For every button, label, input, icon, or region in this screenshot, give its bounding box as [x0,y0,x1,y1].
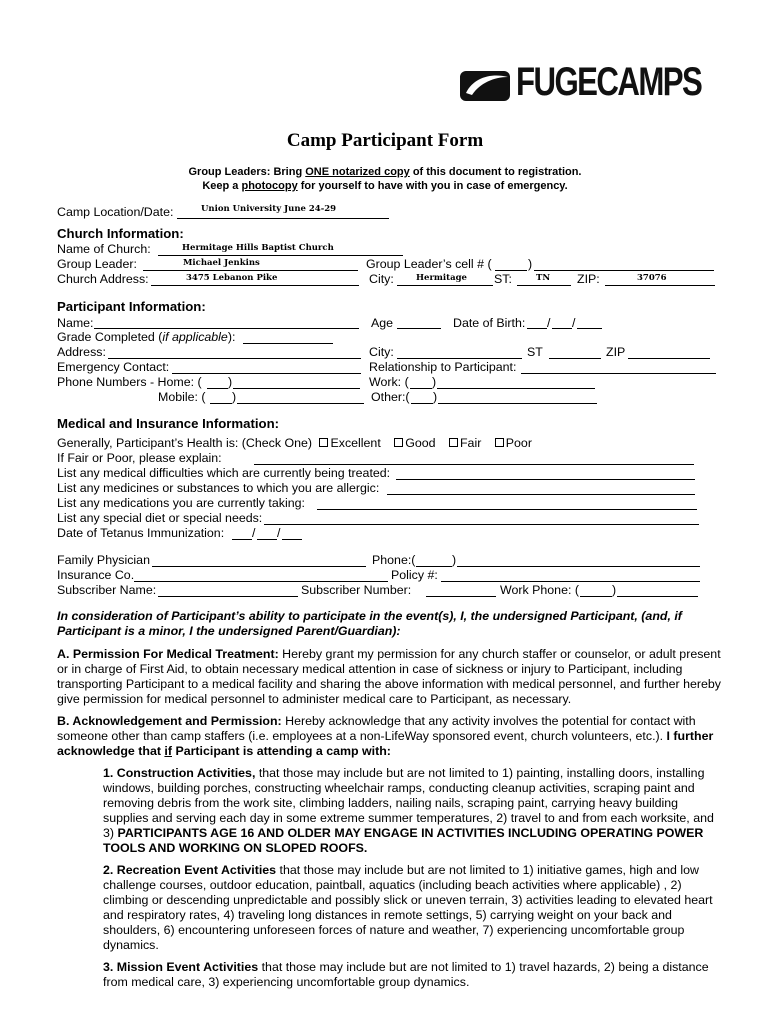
intro-underline: ONE notarized copy [305,166,410,178]
physician-phone-area-field[interactable] [416,566,452,567]
section-b-bold-text: I further acknowledge that [57,729,714,758]
option-fair-label: Fair [459,436,482,450]
health-row [57,436,532,450]
home-phone-label: Phone Numbers - Home: ( [57,375,202,389]
dob-day-field[interactable] [552,328,572,329]
relationship-field[interactable] [521,373,716,374]
medications-field[interactable] [317,509,697,510]
subscriber-name-label: Subscriber Name: [57,583,157,597]
leader-cell-close: ) [528,257,533,271]
leader-cell-text: Group Leader’s cell # ( [366,257,492,271]
section-b-bold-underline: if [164,744,172,758]
relationship-label: Relationship to Participant: [369,360,517,374]
item-recreation-text: that those may include but are not limited to 1) initiative games, high and low challenge courses, outdoor education, paintball, aquatics (including beach activities where applicable) , 2) climbing or descending unpredictable and possibly slick or uneven terrain, 3) activities leading to elevated heart and respiratory rates, 4) traveling long distances in remote settings, 5) carrying weight on your back and shoulders, 6) encountering unforeseen forces of nature and weather, 7) experiencing uncomfortable group dynamics. [103,863,713,952]
church-state-field[interactable] [517,285,571,286]
leader-cell-number-field[interactable] [534,270,714,271]
physician-label: Family Physician [57,553,150,567]
group-leader-value: Michael Jenkins [183,258,260,268]
intro-text: Keep a [202,180,242,192]
consent-intro: In consideration of Participant’s ability to participate in the event(s), I, the undersigned Participant, (and, if Participant is a minor, I the undersigned Parent/Guardian): [57,609,682,638]
work-phone-p-area-field[interactable] [410,388,432,389]
medical-info-heading: Medical and Insurance Information: [57,416,280,431]
section-a-title: A. Permission For Medical Treatment: [57,647,279,661]
church-city-field[interactable] [397,285,493,286]
participant-name-field[interactable] [94,328,359,329]
participant-zip-field[interactable] [628,358,710,359]
page-title: Camp Participant Form [286,130,484,151]
dob-month-field[interactable] [527,328,547,329]
dob-label: Date of Birth: [453,316,526,330]
subscriber-name-field[interactable] [158,596,298,597]
grade-label-text: Grade Completed ( [57,330,163,344]
church-state-label: ST: [494,272,512,286]
section-b-title: B. Acknowledgement and Permission: [57,714,282,728]
work-phone-p-label: Work: ( [369,375,409,389]
work-phone-area-field[interactable] [580,596,612,597]
allergies-label: List any medicines or substances to which you are allergic: [57,481,380,495]
section-a-text: Hereby grant my permission for any church staffer or counselor, or adult present or in charge of First Aid, to obtain necessary medical attention in case of sickness or injury to Participant, including transporting Participant to a medical facility and sharing the above information with medical personnel, and further hereby give permission for medical personnel to administer medical care to Participant, as necessary. [57,647,721,706]
other-phone-field[interactable] [438,403,597,404]
participant-city-field[interactable] [397,358,522,359]
work-phone-field[interactable] [617,596,698,597]
medications-label: List any medications you are currently taking: [57,496,305,510]
other-phone-area-field[interactable] [411,403,433,404]
leader-cell-label [366,257,492,271]
participant-city-label: City: [369,345,394,359]
tetanus-slash: / [277,526,281,540]
group-leader-field[interactable] [143,270,358,271]
church-zip-value: 37076 [637,273,667,283]
option-poor-label: Poor [505,436,532,450]
participant-name-label: Name: [57,316,94,330]
explain-label: If Fair or Poor, please explain: [57,451,222,465]
insurance-field[interactable] [134,581,388,582]
section-b-bold-text: Participant is attending a camp with: [172,744,391,758]
participant-address-label: Address: [57,345,106,359]
church-address-label: Church Address: [57,272,149,286]
item-recreation [103,863,723,953]
special-needs-label: List any special diet or special needs: [57,511,263,525]
participant-st-field[interactable] [549,358,601,359]
physician-field[interactable] [152,566,366,567]
dob-year-field[interactable] [577,328,602,329]
item-mission [103,960,723,990]
item-construction-title: 1. Construction Activities, [103,766,256,780]
participant-zip-label: ZIP [606,345,626,359]
mobile-phone-field[interactable] [237,403,364,404]
policy-label: Policy #: [391,568,438,582]
home-phone-field[interactable] [233,388,360,389]
item-construction-text: that those may include but are not limited to 1) painting, installing doors, installing windows, building porches, constructing wheelchair ramps, conducting cleanup activities, scraping paint and removing debris from the work site, climbing ladders, nailing nails, scraping paint, carrying heavy building supplies and serving each day in some extreme summer temperatures, 2) travel to and from each worksite, and 3) [103,766,714,840]
church-city-label: City: [369,272,394,286]
emergency-contact-field[interactable] [172,373,361,374]
policy-field[interactable] [441,581,700,582]
other-phone-close: ) [433,390,438,404]
work-phone-p-close: ) [432,375,437,389]
church-address-field[interactable] [151,285,359,286]
item-construction-bold: PARTICIPANTS AGE 16 AND OLDER MAY ENGAGE IN ACTIVITIES INCLUDING OPERATING POWER TOOLS AND WORKING ON SLOPED ROOFS. [103,826,704,855]
intro-text: Group Leaders: Bring [188,166,306,178]
checkbox-excellent[interactable] [319,438,328,447]
tetanus-month-field[interactable] [232,539,252,540]
checkbox-fair[interactable] [449,438,458,447]
participant-address-field[interactable] [108,358,361,359]
grade-label-text: ): [227,330,236,344]
church-zip-label: ZIP: [577,272,600,286]
dob-slash: / [572,316,576,330]
grade-label-italic: if applicable [162,330,228,344]
church-city-value: Hermitage [416,273,467,283]
intro-line-2 [0,180,770,192]
intro-line-1 [0,166,770,178]
medical-difficulties-field[interactable] [396,479,695,480]
camp-location-label: Camp Location/Date: [57,205,174,219]
physician-phone-label: Phone:( [372,553,416,567]
physician-phone-close: ) [452,553,457,567]
tetanus-slash: / [252,526,256,540]
subscriber-number-label: Subscriber Number: [301,583,412,597]
work-phone-p-field[interactable] [437,388,595,389]
tetanus-year-field[interactable] [282,539,302,540]
item-construction [103,766,723,856]
group-leader-label: Group Leader: [57,257,137,271]
special-needs-field[interactable] [264,524,699,525]
allergies-field[interactable] [387,494,695,495]
item-recreation-title: 2. Recreation Event Activities [103,863,277,877]
work-phone-label: Work Phone: ( [500,583,579,597]
tetanus-day-field[interactable] [257,539,277,540]
intro-underline: photocopy [241,180,298,192]
physician-phone-field[interactable] [457,566,700,567]
church-zip-field[interactable] [605,285,715,286]
camp-location-field[interactable] [177,218,389,219]
section-a [57,647,729,707]
checkbox-good[interactable] [394,438,403,447]
item-mission-title: 3. Mission Event Activities [103,960,259,974]
church-address-value: 3475 Lebanon Pike [186,273,278,283]
age-label: Age [371,316,394,330]
home-phone-area-field[interactable] [207,388,228,389]
church-name-field[interactable] [158,255,403,256]
section-b [57,714,729,759]
church-state-value: TN [536,273,551,283]
health-label: Generally, Participant’s Health is: (Check One) [57,436,313,450]
other-phone-label: Other:( [371,390,410,404]
intro-text: of this document to registration. [409,166,582,178]
fugecamps-logo-icon [460,67,512,103]
item-mission-text: that those may include but are not limited to 1) travel hazards, 2) being a distance from medical care, 3) experiencing uncomfortable group dynamics. [103,960,709,989]
church-name-label: Name of Church: [57,242,151,256]
insurance-label: Insurance Co. [57,568,135,582]
participant-st-label: ST [527,345,543,359]
subscriber-number-field[interactable] [426,596,496,597]
church-name-value: Hermitage Hills Baptist Church [182,243,334,253]
leader-cell-area-field[interactable] [495,270,527,271]
option-excellent-label: Excellent [330,436,381,450]
mobile-phone-close: ) [232,390,237,404]
mobile-phone-area-field[interactable] [210,403,232,404]
checkbox-poor[interactable] [495,438,504,447]
church-info-heading: Church Information: [57,226,184,241]
tetanus-label: Date of Tetanus Immunization: [57,526,225,540]
section-b-text: Hereby acknowledge that any activity involves the potential for contact with someone other than camp staffers (i.e. employees at a non-LifeWay sponsored event, church volunteers, etc.). [57,714,696,743]
participant-info-heading: Participant Information: [57,299,206,314]
work-phone-close: ) [612,583,617,597]
medical-difficulties-label: List any medical difficulties which are currently being treated: [57,466,391,480]
camp-location-value: Union University June 24-29 [201,204,337,214]
intro-text: for yourself to have with you in case of emergency. [297,180,568,192]
grade-label [57,330,235,344]
explain-field[interactable] [254,464,694,465]
option-good-label: Good [405,436,436,450]
home-phone-close: ) [228,375,233,389]
grade-field[interactable] [243,343,333,344]
logo-text: FUGECAMPS [516,60,702,104]
age-field[interactable] [397,328,441,329]
emergency-contact-label: Emergency Contact: [57,360,170,374]
dob-slash: / [547,316,551,330]
mobile-phone-label: Mobile: ( [158,390,206,404]
